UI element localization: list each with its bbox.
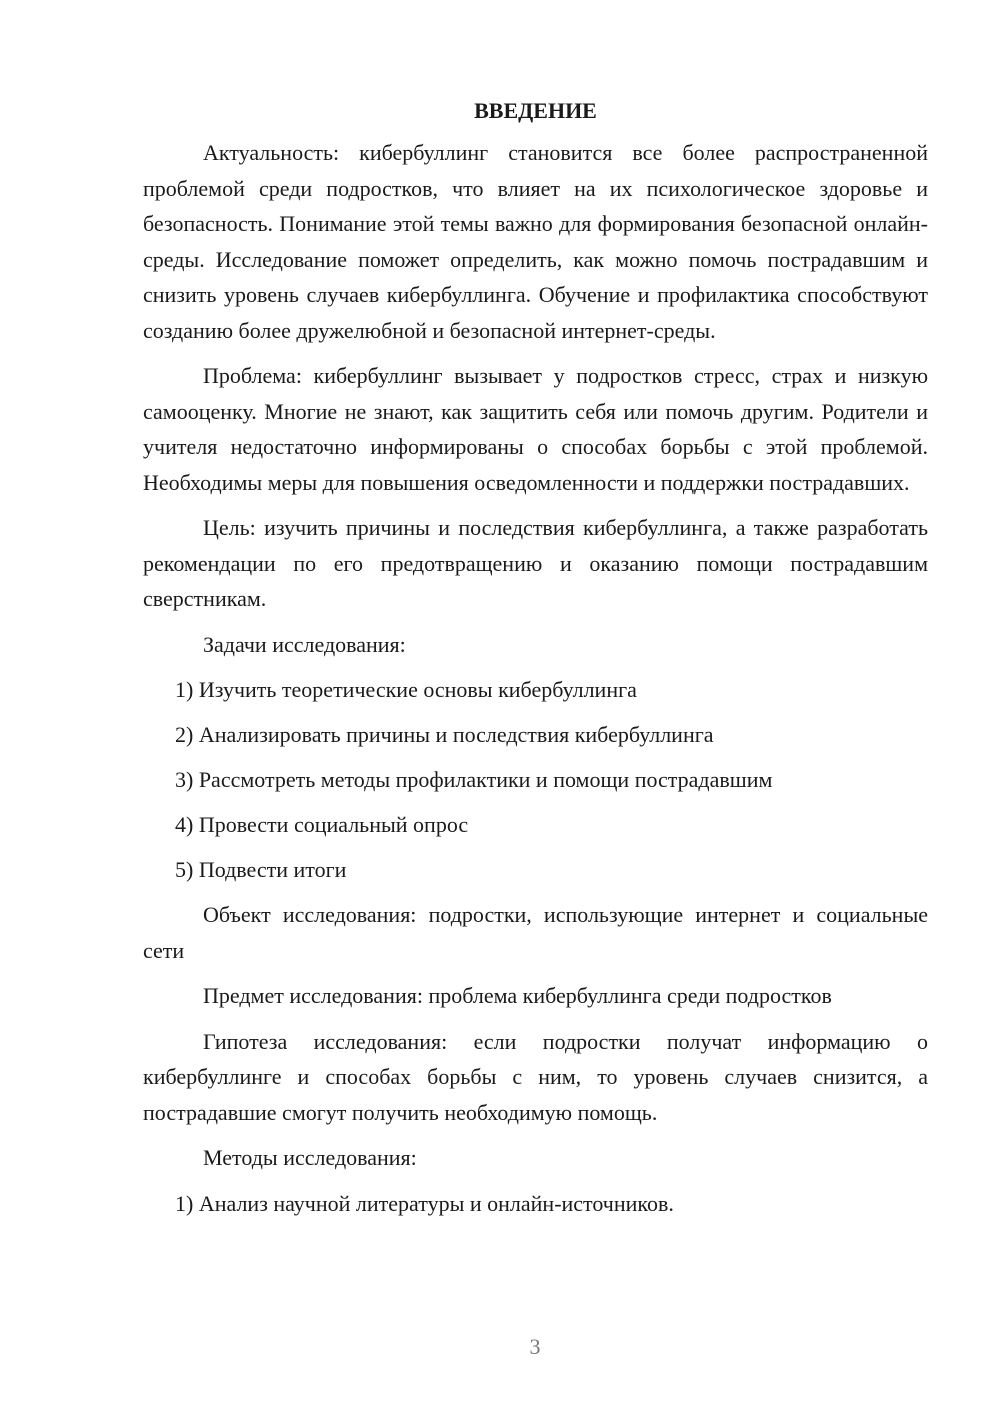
subject-paragraph: Предмет исследования: проблема кибербуллинга среди подростков — [203, 983, 832, 1008]
page-content — [143, 96, 928, 1231]
list-item: 2) Анализировать причины и последствия кибербуллинга — [175, 722, 714, 747]
hypothesis-paragraph: Гипотеза исследования: если подростки получат информацию о кибербуллинге и способах борьбы с ним, то уровень случаев снизится, а пострадавшие смогут получить необходимую помощь. — [143, 1028, 928, 1125]
goal-paragraph: Цель: изучить причины и последствия кибербуллинга, а также разработать рекомендации по его предотвращению и оказанию помощи пострадавшим сверстникам. — [143, 515, 928, 611]
relevance-paragraph: Актуальность: кибербуллинг становится все более распространенной проблемой среди подростков, что влияет на их психологическое здоровье и безопасность. Понимание этой темы важно для формирования безопасной онлайн-среды. Исследование поможет определить, как можно помочь пострадавшим и снизить уровень случаев кибербуллинга. Обучение и профилактика способствуют созданию более дружелюбной и безопасной интернет-среды. — [143, 140, 928, 343]
list-item: 1) Изучить теоретические основы кибербуллинга — [175, 677, 637, 702]
problem-paragraph: Проблема: кибербуллинг вызывает у подростков стресс, страх и низкую самооценку. Многие не знают, как защитить себя или помочь другим. Родители и учителя недостаточно информированы о способах борьбы с этой проблемой. Необходимы меры для повышения осведомленности и поддержки пострадавших. — [143, 363, 928, 495]
page-title: ВВЕДЕНИЕ — [474, 98, 597, 123]
page-number: 3 — [529, 1334, 541, 1359]
list-item: 4) Провести социальный опрос — [175, 812, 469, 837]
methods-heading: Методы исследования: — [203, 1145, 417, 1170]
list-item: 3) Рассмотреть методы профилактики и помощи пострадавшим — [175, 767, 773, 792]
object-paragraph: Объект исследования: подростки, использующие интернет и социальные сети — [143, 902, 928, 963]
list-item: 5) Подвести итоги — [175, 857, 347, 882]
list-item: 1) Анализ научной литературы и онлайн-источников. — [175, 1190, 674, 1216]
tasks-heading: Задачи исследования: — [203, 631, 406, 657]
